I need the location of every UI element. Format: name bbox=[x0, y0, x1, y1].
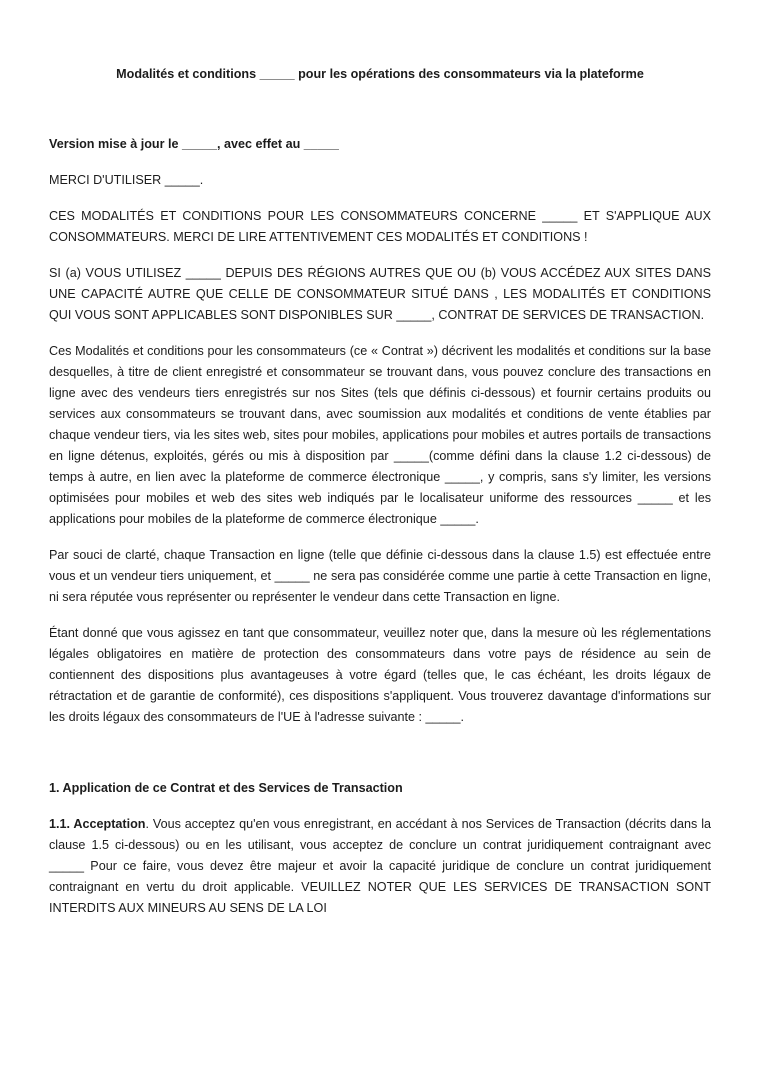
paragraph-consumer-protection: Étant donné que vous agissez en tant que consommateur, veuillez noter que, dans la mesure où les réglementations légales obligatoires en matière de protection des consommateurs dans votre pays de résidence au sein de contiennent des dispositions plus avantageuses à votre égard (telles que, le cas échéant, les droits légaux de rétractation et de garantie de conformité), ces dispositions s'appliquent. Vous trouverez davantage d'informations sur les droits légaux des consommateurs de l'UE à l'adresse suivante : _____. bbox=[49, 626, 711, 724]
clause-1-1-body: . Vous acceptez qu'en vous enregistrant, en accédant à nos Services de Transaction (décrits dans la clause 1.5 ci-dessous) ou en les utilisant, vous acceptez de conclure un contrat juridiquement contraignant avec _____ Pour ce faire, vous devez être majeur et avoir la capacité juridique de conclure un contrat juridiquement contraignant en vertu du droit applicable. VEUILLEZ NOTER QUE LES SERVICES DE TRANSACTION SONT INTERDITS AUX MINEURS AU SENS DE LA LOI bbox=[49, 817, 711, 915]
version-effective-line: Version mise à jour le _____, avec effet au _____ bbox=[49, 137, 339, 151]
section-1-heading: 1. Application de ce Contrat et des Services de Transaction bbox=[49, 781, 403, 795]
paragraph-scope-notice: CES MODALITÉS ET CONDITIONS POUR LES CONSOMMATEURS CONCERNE _____ ET S'APPLIQUE AUX CONSOMMATEURS. MERCI DE LIRE ATTENTIVEMENT CES MODALITÉS ET CONDITIONS ! bbox=[49, 209, 711, 244]
paragraph-thanks: MERCI D'UTILISER _____. bbox=[49, 173, 204, 187]
paragraph-contract-description: Ces Modalités et conditions pour les consommateurs (ce « Contrat ») décrivent les modalités et conditions sur la base desquelles, à titre de client enregistré et consommateur se trouvant dans, vous pouvez conclure des transactions en ligne avec des vendeurs tiers enregistrés sur nos Sites (tels que définis ci-dessous) et fournir certains produits ou services aux consommateurs se trouvant dans, avec soumission aux modalités et conditions de vente établies par chaque vendeur tiers, via les sites web, sites pour mobiles, applications pour mobiles et autres portails de transactions en ligne détenus, exploités, gérés ou mis à disposition par _____(comme défini dans la clause 1.2 ci-dessous) de temps à autre, en lien avec la plateforme de commerce électronique _____, y compris, sans s'y limiter, les versions optimisées pour mobiles et web des sites web indiqués par le localisateur uniforme des ressources _____ et les applications pour mobiles de la plateforme de commerce électronique _____. bbox=[49, 344, 711, 526]
clause-1-1 bbox=[49, 814, 711, 919]
paragraph-clarity-transaction: Par souci de clarté, chaque Transaction en ligne (telle que définie ci-dessous dans la clause 1.5) est effectuée entre vous et un vendeur tiers uniquement, et _____ ne sera pas considérée comme une partie à cette Transaction en ligne, ni sera réputée vous représenter ou représenter le vendeur dans cette Transaction en ligne. bbox=[49, 548, 711, 604]
paragraph-other-regions-notice: SI (a) VOUS UTILISEZ _____ DEPUIS DES RÉGIONS AUTRES QUE OU (b) VOUS ACCÉDEZ AUX SITES DANS UNE CAPACITÉ AUTRE QUE CELLE DE CONSOMMATEUR SITUÉ DANS , LES MODALITÉS ET CONDITIONS QUI VOUS SONT APPLICABLES SONT DISPONIBLES SUR _____, CONTRAT DE SERVICES DE TRANSACTION. bbox=[49, 266, 711, 322]
document-title: Modalités et conditions _____ pour les opérations des consommateurs via la plateforme bbox=[116, 67, 644, 81]
clause-1-1-lead: 1.1. Acceptation bbox=[49, 817, 146, 831]
